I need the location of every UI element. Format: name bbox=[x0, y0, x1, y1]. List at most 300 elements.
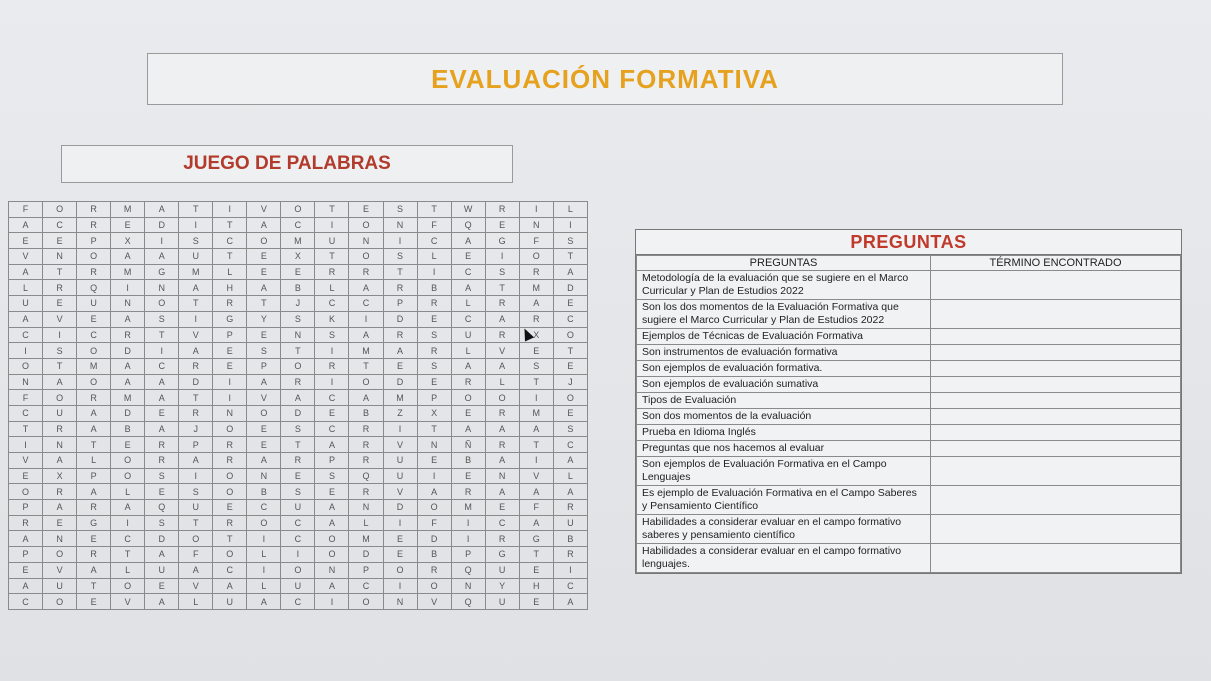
grid-cell[interactable]: R bbox=[213, 453, 247, 469]
grid-cell[interactable]: D bbox=[111, 343, 145, 359]
grid-cell[interactable]: O bbox=[77, 249, 111, 265]
grid-cell[interactable]: E bbox=[247, 249, 281, 265]
grid-cell[interactable]: B bbox=[553, 531, 587, 547]
grid-cell[interactable]: R bbox=[485, 531, 519, 547]
grid-cell[interactable]: S bbox=[179, 233, 213, 249]
grid-cell[interactable]: P bbox=[9, 547, 43, 563]
grid-cell[interactable]: T bbox=[43, 264, 77, 280]
grid-cell[interactable]: C bbox=[553, 578, 587, 594]
grid-cell[interactable]: X bbox=[519, 327, 553, 343]
answer-cell[interactable] bbox=[931, 486, 1181, 515]
grid-cell[interactable]: A bbox=[179, 343, 213, 359]
grid-cell[interactable]: E bbox=[553, 358, 587, 374]
grid-cell[interactable]: V bbox=[9, 249, 43, 265]
grid-cell[interactable]: N bbox=[145, 280, 179, 296]
grid-cell[interactable]: I bbox=[553, 562, 587, 578]
grid-cell[interactable]: V bbox=[247, 202, 281, 218]
grid-cell[interactable]: A bbox=[213, 578, 247, 594]
grid-cell[interactable]: S bbox=[43, 343, 77, 359]
grid-cell[interactable]: N bbox=[43, 249, 77, 265]
grid-cell[interactable]: R bbox=[9, 515, 43, 531]
grid-cell[interactable]: E bbox=[451, 468, 485, 484]
answer-cell[interactable] bbox=[931, 377, 1181, 393]
grid-cell[interactable]: G bbox=[213, 311, 247, 327]
grid-cell[interactable]: P bbox=[417, 390, 451, 406]
grid-cell[interactable]: V bbox=[43, 562, 77, 578]
grid-cell[interactable]: R bbox=[179, 405, 213, 421]
grid-cell[interactable]: R bbox=[145, 453, 179, 469]
grid-cell[interactable]: U bbox=[485, 594, 519, 610]
grid-cell[interactable]: N bbox=[451, 578, 485, 594]
grid-cell[interactable]: P bbox=[213, 327, 247, 343]
grid-cell[interactable]: E bbox=[553, 296, 587, 312]
grid-cell[interactable]: A bbox=[179, 280, 213, 296]
grid-cell[interactable]: M bbox=[111, 264, 145, 280]
grid-cell[interactable]: E bbox=[451, 249, 485, 265]
grid-cell[interactable]: M bbox=[77, 358, 111, 374]
grid-cell[interactable]: R bbox=[281, 453, 315, 469]
grid-cell[interactable]: I bbox=[213, 390, 247, 406]
grid-cell[interactable]: S bbox=[145, 311, 179, 327]
grid-cell[interactable]: E bbox=[77, 594, 111, 610]
grid-cell[interactable]: I bbox=[247, 562, 281, 578]
grid-cell[interactable]: T bbox=[417, 202, 451, 218]
grid-cell[interactable]: I bbox=[315, 343, 349, 359]
grid-cell[interactable]: C bbox=[213, 562, 247, 578]
grid-cell[interactable]: T bbox=[553, 343, 587, 359]
grid-cell[interactable]: M bbox=[519, 405, 553, 421]
grid-cell[interactable]: N bbox=[43, 531, 77, 547]
grid-cell[interactable]: O bbox=[213, 547, 247, 563]
grid-cell[interactable]: A bbox=[519, 296, 553, 312]
grid-cell[interactable]: I bbox=[553, 217, 587, 233]
grid-cell[interactable]: A bbox=[247, 217, 281, 233]
grid-cell[interactable]: R bbox=[77, 217, 111, 233]
grid-cell[interactable]: T bbox=[417, 421, 451, 437]
grid-cell[interactable]: T bbox=[519, 374, 553, 390]
grid-cell[interactable]: T bbox=[553, 249, 587, 265]
grid-cell[interactable]: A bbox=[315, 578, 349, 594]
grid-cell[interactable]: A bbox=[111, 500, 145, 516]
grid-cell[interactable]: L bbox=[349, 515, 383, 531]
grid-cell[interactable]: T bbox=[247, 296, 281, 312]
grid-cell[interactable]: I bbox=[417, 264, 451, 280]
grid-cell[interactable]: T bbox=[213, 531, 247, 547]
grid-cell[interactable]: R bbox=[77, 264, 111, 280]
grid-cell[interactable]: A bbox=[145, 594, 179, 610]
grid-cell[interactable]: F bbox=[417, 217, 451, 233]
grid-cell[interactable]: N bbox=[9, 374, 43, 390]
grid-cell[interactable]: N bbox=[485, 468, 519, 484]
grid-cell[interactable]: E bbox=[213, 500, 247, 516]
grid-cell[interactable]: T bbox=[281, 343, 315, 359]
grid-cell[interactable]: U bbox=[383, 453, 417, 469]
grid-cell[interactable]: E bbox=[145, 484, 179, 500]
grid-cell[interactable]: V bbox=[383, 437, 417, 453]
grid-cell[interactable]: A bbox=[247, 280, 281, 296]
grid-cell[interactable]: A bbox=[247, 453, 281, 469]
grid-cell[interactable]: E bbox=[383, 547, 417, 563]
grid-cell[interactable]: C bbox=[9, 405, 43, 421]
grid-cell[interactable]: O bbox=[145, 296, 179, 312]
grid-cell[interactable]: P bbox=[77, 468, 111, 484]
grid-cell[interactable]: T bbox=[179, 390, 213, 406]
answer-cell[interactable] bbox=[931, 544, 1181, 573]
grid-cell[interactable]: L bbox=[247, 547, 281, 563]
grid-cell[interactable]: P bbox=[451, 547, 485, 563]
answer-cell[interactable] bbox=[931, 361, 1181, 377]
answer-cell[interactable] bbox=[931, 425, 1181, 441]
grid-cell[interactable]: I bbox=[451, 531, 485, 547]
grid-cell[interactable]: A bbox=[111, 311, 145, 327]
grid-cell[interactable]: M bbox=[281, 233, 315, 249]
grid-cell[interactable]: O bbox=[247, 515, 281, 531]
grid-cell[interactable]: A bbox=[485, 358, 519, 374]
grid-cell[interactable]: B bbox=[281, 280, 315, 296]
grid-cell[interactable]: E bbox=[519, 562, 553, 578]
grid-cell[interactable]: G bbox=[77, 515, 111, 531]
grid-cell[interactable]: T bbox=[179, 202, 213, 218]
grid-cell[interactable]: A bbox=[9, 311, 43, 327]
grid-cell[interactable]: L bbox=[77, 453, 111, 469]
grid-cell[interactable]: A bbox=[43, 374, 77, 390]
grid-cell[interactable]: N bbox=[111, 296, 145, 312]
grid-cell[interactable]: C bbox=[485, 515, 519, 531]
grid-cell[interactable]: A bbox=[111, 358, 145, 374]
grid-cell[interactable]: O bbox=[485, 390, 519, 406]
grid-cell[interactable]: A bbox=[43, 453, 77, 469]
grid-cell[interactable]: O bbox=[281, 562, 315, 578]
answer-cell[interactable] bbox=[931, 457, 1181, 486]
grid-cell[interactable]: B bbox=[349, 405, 383, 421]
grid-cell[interactable]: C bbox=[349, 578, 383, 594]
grid-cell[interactable]: L bbox=[417, 249, 451, 265]
grid-cell[interactable]: S bbox=[281, 484, 315, 500]
grid-cell[interactable]: U bbox=[281, 500, 315, 516]
grid-cell[interactable]: N bbox=[519, 217, 553, 233]
grid-cell[interactable]: S bbox=[247, 343, 281, 359]
grid-cell[interactable]: R bbox=[213, 437, 247, 453]
grid-cell[interactable]: O bbox=[417, 578, 451, 594]
grid-cell[interactable]: D bbox=[179, 374, 213, 390]
grid-cell[interactable]: A bbox=[315, 437, 349, 453]
grid-cell[interactable]: E bbox=[213, 358, 247, 374]
grid-cell[interactable]: R bbox=[417, 343, 451, 359]
grid-cell[interactable]: O bbox=[451, 390, 485, 406]
grid-cell[interactable]: I bbox=[315, 217, 349, 233]
grid-cell[interactable]: E bbox=[281, 468, 315, 484]
grid-cell[interactable]: M bbox=[349, 343, 383, 359]
grid-cell[interactable]: M bbox=[179, 264, 213, 280]
grid-cell[interactable]: A bbox=[145, 390, 179, 406]
grid-cell[interactable]: E bbox=[43, 233, 77, 249]
grid-cell[interactable]: O bbox=[9, 484, 43, 500]
grid-cell[interactable]: E bbox=[315, 405, 349, 421]
grid-cell[interactable]: E bbox=[111, 437, 145, 453]
grid-cell[interactable]: A bbox=[519, 484, 553, 500]
grid-cell[interactable]: L bbox=[247, 578, 281, 594]
grid-cell[interactable]: I bbox=[145, 233, 179, 249]
grid-cell[interactable]: B bbox=[417, 280, 451, 296]
grid-cell[interactable]: I bbox=[111, 515, 145, 531]
grid-cell[interactable]: O bbox=[43, 202, 77, 218]
grid-cell[interactable]: O bbox=[9, 358, 43, 374]
grid-cell[interactable]: C bbox=[281, 515, 315, 531]
grid-cell[interactable]: V bbox=[179, 327, 213, 343]
grid-cell[interactable]: U bbox=[179, 500, 213, 516]
grid-cell[interactable]: N bbox=[281, 327, 315, 343]
grid-cell[interactable]: I bbox=[9, 343, 43, 359]
grid-cell[interactable]: T bbox=[77, 578, 111, 594]
grid-cell[interactable]: A bbox=[145, 202, 179, 218]
grid-cell[interactable]: E bbox=[9, 233, 43, 249]
grid-cell[interactable]: P bbox=[77, 233, 111, 249]
grid-cell[interactable]: V bbox=[247, 390, 281, 406]
grid-cell[interactable]: C bbox=[451, 311, 485, 327]
grid-cell[interactable]: E bbox=[247, 421, 281, 437]
grid-cell[interactable]: C bbox=[281, 531, 315, 547]
grid-cell[interactable]: R bbox=[349, 484, 383, 500]
grid-cell[interactable]: P bbox=[179, 437, 213, 453]
grid-cell[interactable]: X bbox=[111, 233, 145, 249]
grid-cell[interactable]: M bbox=[383, 390, 417, 406]
grid-cell[interactable]: I bbox=[519, 453, 553, 469]
grid-cell[interactable]: B bbox=[417, 547, 451, 563]
answer-cell[interactable] bbox=[931, 393, 1181, 409]
grid-cell[interactable]: L bbox=[213, 264, 247, 280]
grid-cell[interactable]: T bbox=[349, 358, 383, 374]
grid-cell[interactable]: R bbox=[315, 264, 349, 280]
grid-cell[interactable]: O bbox=[43, 390, 77, 406]
grid-cell[interactable]: T bbox=[213, 249, 247, 265]
grid-cell[interactable]: T bbox=[9, 421, 43, 437]
grid-cell[interactable]: N bbox=[213, 405, 247, 421]
grid-cell[interactable]: J bbox=[553, 374, 587, 390]
grid-cell[interactable]: V bbox=[519, 468, 553, 484]
grid-cell[interactable]: S bbox=[553, 233, 587, 249]
grid-cell[interactable]: S bbox=[383, 249, 417, 265]
grid-cell[interactable]: S bbox=[383, 202, 417, 218]
grid-cell[interactable]: O bbox=[77, 374, 111, 390]
grid-cell[interactable]: O bbox=[383, 562, 417, 578]
grid-cell[interactable]: R bbox=[485, 437, 519, 453]
grid-cell[interactable]: T bbox=[281, 437, 315, 453]
grid-cell[interactable]: Y bbox=[247, 311, 281, 327]
grid-cell[interactable]: N bbox=[315, 562, 349, 578]
grid-cell[interactable]: P bbox=[247, 358, 281, 374]
grid-cell[interactable]: A bbox=[553, 264, 587, 280]
grid-cell[interactable]: V bbox=[383, 484, 417, 500]
grid-cell[interactable]: U bbox=[451, 327, 485, 343]
grid-cell[interactable]: Y bbox=[485, 578, 519, 594]
grid-cell[interactable]: A bbox=[315, 515, 349, 531]
grid-cell[interactable]: R bbox=[77, 202, 111, 218]
grid-cell[interactable]: A bbox=[349, 390, 383, 406]
grid-cell[interactable]: R bbox=[485, 405, 519, 421]
grid-cell[interactable]: I bbox=[383, 578, 417, 594]
grid-cell[interactable]: I bbox=[451, 515, 485, 531]
grid-cell[interactable]: E bbox=[417, 311, 451, 327]
answer-cell[interactable] bbox=[931, 329, 1181, 345]
answer-cell[interactable] bbox=[931, 409, 1181, 425]
grid-cell[interactable]: O bbox=[247, 233, 281, 249]
grid-cell[interactable]: L bbox=[111, 484, 145, 500]
grid-cell[interactable]: A bbox=[485, 311, 519, 327]
grid-cell[interactable]: A bbox=[417, 484, 451, 500]
grid-cell[interactable]: E bbox=[111, 217, 145, 233]
grid-cell[interactable]: A bbox=[179, 453, 213, 469]
grid-cell[interactable]: I bbox=[383, 233, 417, 249]
grid-cell[interactable]: E bbox=[9, 562, 43, 578]
grid-cell[interactable]: I bbox=[519, 202, 553, 218]
grid-cell[interactable]: R bbox=[43, 421, 77, 437]
grid-cell[interactable]: I bbox=[281, 547, 315, 563]
grid-cell[interactable]: D bbox=[145, 531, 179, 547]
answer-cell[interactable] bbox=[931, 345, 1181, 361]
grid-cell[interactable]: T bbox=[383, 264, 417, 280]
grid-cell[interactable]: A bbox=[451, 233, 485, 249]
grid-cell[interactable]: A bbox=[77, 405, 111, 421]
grid-cell[interactable]: I bbox=[213, 374, 247, 390]
grid-cell[interactable]: S bbox=[315, 468, 349, 484]
grid-cell[interactable]: L bbox=[451, 296, 485, 312]
grid-cell[interactable]: M bbox=[111, 202, 145, 218]
grid-cell[interactable]: E bbox=[451, 405, 485, 421]
grid-cell[interactable]: T bbox=[77, 437, 111, 453]
grid-cell[interactable]: A bbox=[519, 421, 553, 437]
grid-cell[interactable]: I bbox=[519, 390, 553, 406]
grid-cell[interactable]: R bbox=[349, 437, 383, 453]
grid-cell[interactable]: Q bbox=[145, 500, 179, 516]
grid-cell[interactable]: E bbox=[417, 453, 451, 469]
grid-cell[interactable]: A bbox=[383, 343, 417, 359]
grid-cell[interactable]: T bbox=[315, 249, 349, 265]
grid-cell[interactable]: A bbox=[77, 421, 111, 437]
grid-cell[interactable]: T bbox=[519, 547, 553, 563]
grid-cell[interactable]: T bbox=[485, 280, 519, 296]
grid-cell[interactable]: I bbox=[179, 468, 213, 484]
grid-cell[interactable]: D bbox=[145, 217, 179, 233]
grid-cell[interactable]: E bbox=[349, 202, 383, 218]
answer-cell[interactable] bbox=[931, 300, 1181, 329]
answer-cell[interactable] bbox=[931, 441, 1181, 457]
grid-cell[interactable]: P bbox=[315, 453, 349, 469]
grid-cell[interactable]: S bbox=[553, 421, 587, 437]
grid-cell[interactable]: I bbox=[247, 531, 281, 547]
grid-cell[interactable]: R bbox=[417, 296, 451, 312]
grid-cell[interactable]: S bbox=[485, 264, 519, 280]
grid-cell[interactable]: O bbox=[111, 453, 145, 469]
grid-cell[interactable]: X bbox=[43, 468, 77, 484]
grid-cell[interactable]: R bbox=[485, 327, 519, 343]
grid-cell[interactable]: F bbox=[179, 547, 213, 563]
grid-cell[interactable]: Z bbox=[383, 405, 417, 421]
grid-cell[interactable]: E bbox=[9, 468, 43, 484]
grid-cell[interactable]: O bbox=[417, 500, 451, 516]
grid-cell[interactable]: V bbox=[485, 343, 519, 359]
grid-cell[interactable]: A bbox=[145, 547, 179, 563]
grid-cell[interactable]: W bbox=[451, 202, 485, 218]
grid-cell[interactable]: L bbox=[553, 468, 587, 484]
grid-cell[interactable]: B bbox=[111, 421, 145, 437]
grid-cell[interactable]: R bbox=[417, 562, 451, 578]
grid-cell[interactable]: T bbox=[315, 202, 349, 218]
grid-cell[interactable]: R bbox=[519, 264, 553, 280]
grid-cell[interactable]: B bbox=[247, 484, 281, 500]
grid-cell[interactable]: A bbox=[553, 484, 587, 500]
grid-cell[interactable]: U bbox=[9, 296, 43, 312]
grid-cell[interactable]: R bbox=[77, 547, 111, 563]
grid-cell[interactable]: M bbox=[349, 531, 383, 547]
grid-cell[interactable]: R bbox=[349, 264, 383, 280]
grid-cell[interactable]: G bbox=[519, 531, 553, 547]
grid-cell[interactable]: L bbox=[315, 280, 349, 296]
grid-cell[interactable]: O bbox=[281, 358, 315, 374]
grid-cell[interactable]: E bbox=[485, 500, 519, 516]
grid-cell[interactable]: C bbox=[553, 311, 587, 327]
grid-cell[interactable]: A bbox=[553, 453, 587, 469]
grid-cell[interactable]: A bbox=[145, 421, 179, 437]
grid-cell[interactable]: P bbox=[9, 500, 43, 516]
grid-cell[interactable]: V bbox=[43, 311, 77, 327]
grid-cell[interactable]: M bbox=[111, 390, 145, 406]
grid-cell[interactable]: V bbox=[111, 594, 145, 610]
grid-cell[interactable]: D bbox=[349, 547, 383, 563]
grid-cell[interactable]: A bbox=[179, 562, 213, 578]
grid-cell[interactable]: T bbox=[179, 515, 213, 531]
grid-cell[interactable]: C bbox=[111, 531, 145, 547]
grid-cell[interactable]: R bbox=[553, 547, 587, 563]
grid-cell[interactable]: O bbox=[213, 468, 247, 484]
grid-cell[interactable]: T bbox=[519, 437, 553, 453]
grid-cell[interactable]: O bbox=[349, 249, 383, 265]
grid-cell[interactable]: C bbox=[281, 217, 315, 233]
grid-cell[interactable]: E bbox=[247, 327, 281, 343]
grid-cell[interactable]: Ñ bbox=[451, 437, 485, 453]
grid-cell[interactable]: E bbox=[485, 217, 519, 233]
grid-cell[interactable]: O bbox=[553, 390, 587, 406]
grid-cell[interactable]: I bbox=[111, 280, 145, 296]
grid-cell[interactable]: A bbox=[519, 515, 553, 531]
grid-cell[interactable]: N bbox=[417, 437, 451, 453]
grid-cell[interactable]: E bbox=[247, 437, 281, 453]
grid-cell[interactable]: A bbox=[349, 280, 383, 296]
grid-cell[interactable]: I bbox=[179, 217, 213, 233]
grid-cell[interactable]: E bbox=[383, 531, 417, 547]
grid-cell[interactable]: R bbox=[281, 374, 315, 390]
grid-cell[interactable]: S bbox=[179, 484, 213, 500]
grid-cell[interactable]: U bbox=[315, 233, 349, 249]
grid-cell[interactable]: A bbox=[77, 562, 111, 578]
grid-cell[interactable]: U bbox=[77, 296, 111, 312]
grid-cell[interactable]: C bbox=[315, 390, 349, 406]
grid-cell[interactable]: C bbox=[349, 296, 383, 312]
grid-cell[interactable]: L bbox=[9, 280, 43, 296]
grid-cell[interactable]: O bbox=[349, 374, 383, 390]
grid-cell[interactable]: N bbox=[349, 233, 383, 249]
grid-cell[interactable]: R bbox=[485, 296, 519, 312]
grid-cell[interactable]: C bbox=[417, 233, 451, 249]
grid-cell[interactable]: U bbox=[485, 562, 519, 578]
grid-cell[interactable]: D bbox=[281, 405, 315, 421]
grid-cell[interactable]: T bbox=[179, 296, 213, 312]
grid-cell[interactable]: O bbox=[315, 531, 349, 547]
grid-cell[interactable]: I bbox=[43, 327, 77, 343]
grid-cell[interactable]: C bbox=[9, 327, 43, 343]
grid-cell[interactable]: E bbox=[315, 484, 349, 500]
grid-cell[interactable]: A bbox=[111, 249, 145, 265]
grid-cell[interactable]: G bbox=[485, 547, 519, 563]
